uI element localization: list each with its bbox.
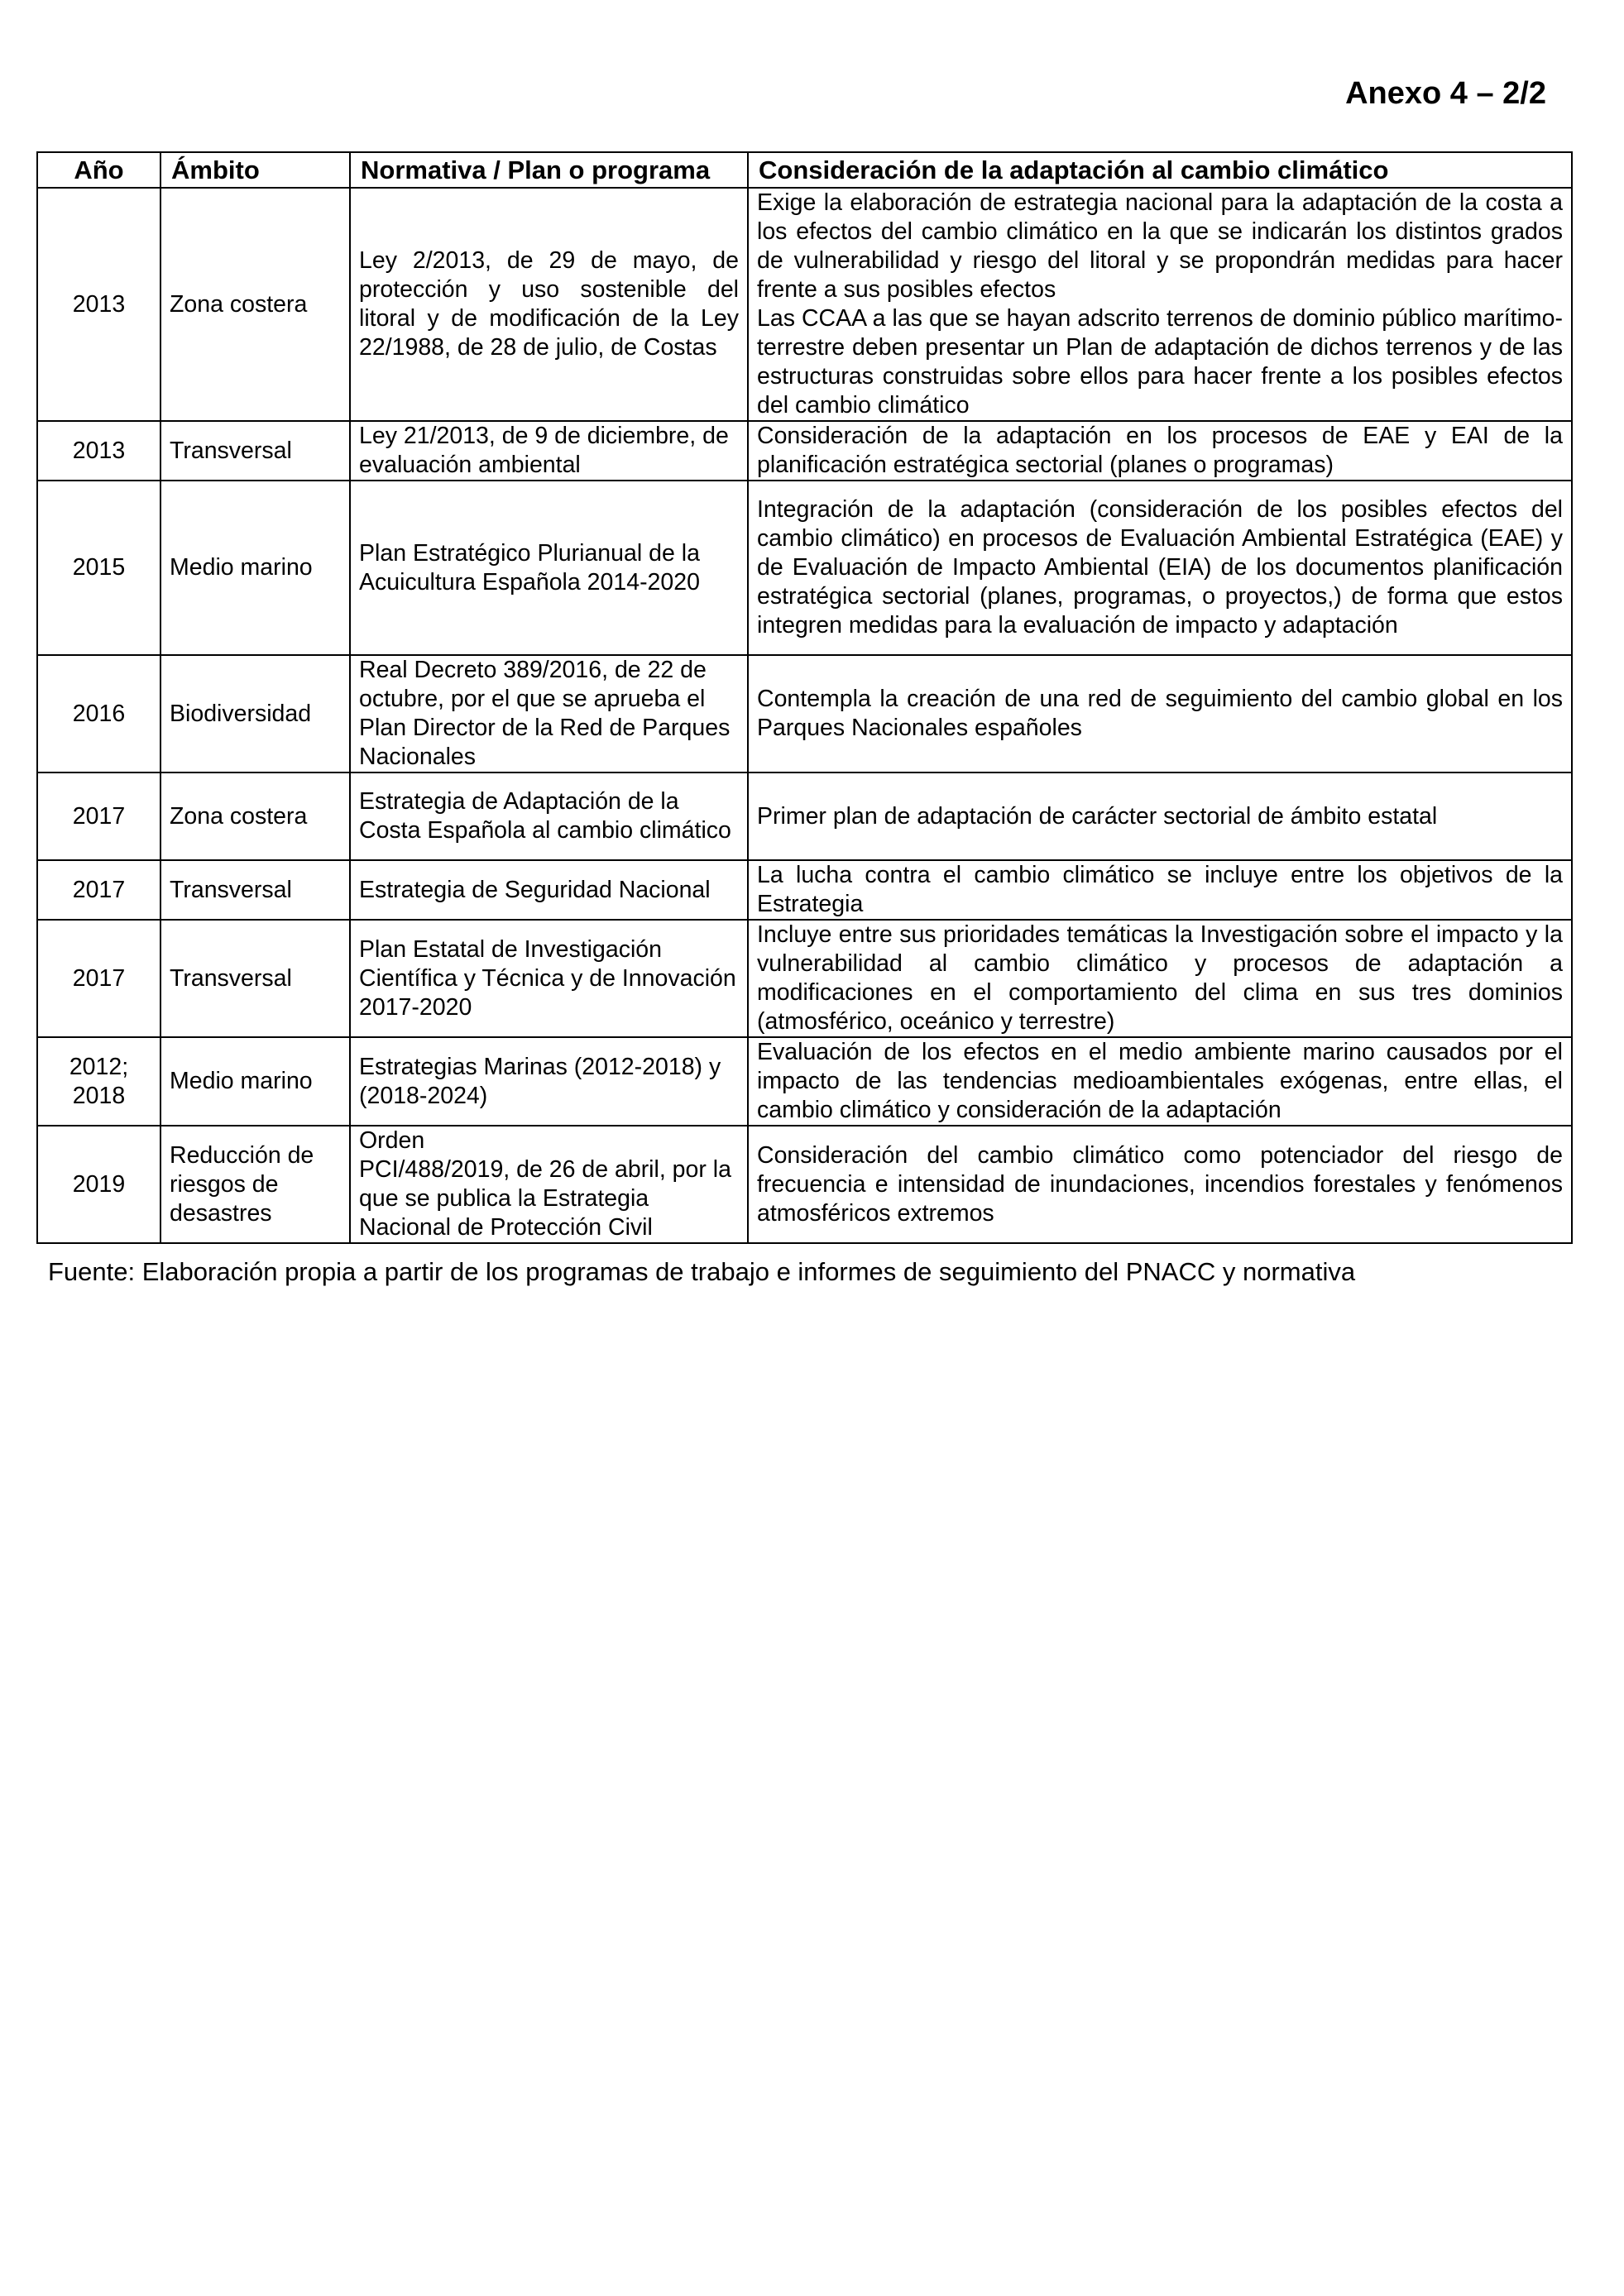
header-consideration: Consideración de la adaptación al cambio climático bbox=[748, 152, 1572, 188]
cell-norm: Ley 2/2013, de 29 de mayo, de protección y uso sostenible del litoral y de modificación de la Ley 22/1988, de 28 de julio, de Costas bbox=[350, 188, 748, 421]
cell-consideration: Primer plan de adaptación de carácter sectorial de ámbito estatal bbox=[748, 773, 1572, 860]
norm-line: Orden bbox=[359, 1127, 425, 1154]
cell-scope: Transversal bbox=[160, 860, 350, 920]
cell-year bbox=[37, 1037, 160, 1126]
cell-norm: Plan Estatal de Investigación Científica y Técnica y de Innovación 2017-2020 bbox=[350, 920, 748, 1037]
header-scope: Ámbito bbox=[160, 152, 350, 188]
cell-norm: Estrategia de Adaptación de la Costa Española al cambio climático bbox=[350, 773, 748, 860]
cell-consideration: Incluye entre sus prioridades temáticas la Investigación sobre el impacto y la vulnerabilidad al cambio climático y procesos de adaptación a modificaciones en el comportamiento del clima en sus tres dominios (atmosférico, oceánico y terrestre) bbox=[748, 920, 1572, 1037]
cell-year: 2017 bbox=[37, 920, 160, 1037]
cell-year: 2015 bbox=[37, 481, 160, 655]
consideration-paragraph: Las CCAA a las que se hayan adscrito terrenos de dominio público marítimo-terrestre deben presentar un Plan de adaptación de dichos terrenos y de las estructuras construidas sobre ellos para hacer frente a los posibles efectos del cambio climático bbox=[757, 305, 1563, 419]
cell-scope: Transversal bbox=[160, 421, 350, 481]
cell-scope: Medio marino bbox=[160, 481, 350, 655]
cell-year: 2019 bbox=[37, 1126, 160, 1243]
header-year: Año bbox=[37, 152, 160, 188]
year-line: 2012; bbox=[69, 1053, 129, 1080]
cell-consideration: Contempla la creación de una red de seguimiento del cambio global en los Parques Nacionales españoles bbox=[748, 655, 1572, 773]
cell-consideration: Consideración de la adaptación en los procesos de EAE y EAI de la planificación estratégica sectorial (planes o programas) bbox=[748, 421, 1572, 481]
cell-scope: Zona costera bbox=[160, 188, 350, 421]
cell-scope: Transversal bbox=[160, 920, 350, 1037]
table-row bbox=[37, 920, 1572, 1037]
table-row bbox=[37, 655, 1572, 773]
year-line: 2018 bbox=[72, 1082, 126, 1109]
cell-year: 2013 bbox=[37, 421, 160, 481]
table-row bbox=[37, 421, 1572, 481]
cell-consideration bbox=[748, 188, 1572, 421]
table-row bbox=[37, 860, 1572, 920]
cell-norm: Ley 21/2013, de 9 de diciembre, de evaluación ambiental bbox=[350, 421, 748, 481]
source-note: Fuente: Elaboración propia a partir de los programas de trabajo e informes de seguimiento del PNACC y normativa bbox=[48, 1257, 1356, 1286]
table-header-row bbox=[37, 152, 1572, 188]
annex-label: Anexo 4 – 2/2 bbox=[1345, 76, 1546, 111]
table-row bbox=[37, 188, 1572, 421]
adaptation-policy-table bbox=[36, 151, 1573, 1244]
table-row bbox=[37, 773, 1572, 860]
table-row bbox=[37, 1126, 1572, 1243]
cell-year: 2017 bbox=[37, 773, 160, 860]
cell-year: 2013 bbox=[37, 188, 160, 421]
consideration-paragraph: Exige la elaboración de estrategia nacional para la adaptación de la costa a los efectos del cambio climático en la que se indicarán los distintos grados de vulnerabilidad y riesgo del litoral y se propondrán medidas para hacer frente a sus posibles efectos bbox=[757, 189, 1563, 303]
cell-consideration: Consideración del cambio climático como potenciador del riesgo de frecuencia e intensidad de inundaciones, incendios forestales y fenómenos atmosféricos extremos bbox=[748, 1126, 1572, 1243]
cell-norm: Estrategia de Seguridad Nacional bbox=[350, 860, 748, 920]
cell-norm: Real Decreto 389/2016, de 22 de octubre, por el que se aprueba el Plan Director de la Red de Parques Nacionales bbox=[350, 655, 748, 773]
table-row bbox=[37, 481, 1572, 655]
cell-scope: Zona costera bbox=[160, 773, 350, 860]
cell-norm: Plan Estratégico Plurianual de la Acuicultura Española 2014-2020 bbox=[350, 481, 748, 655]
table-row bbox=[37, 1037, 1572, 1126]
cell-consideration: Integración de la adaptación (consideración de los posibles efectos del cambio climático) en procesos de Evaluación Ambiental Estratégica (EAE) y de Evaluación de Impacto Ambiental (EIA) de los documentos planificación estratégica sectorial (planes, programas, o proyectos,) de forma que estos integren medidas para la evaluación de impacto y adaptación bbox=[748, 481, 1572, 655]
cell-year: 2017 bbox=[37, 860, 160, 920]
cell-norm: Estrategias Marinas (2012-2018) y (2018-2024) bbox=[350, 1037, 748, 1126]
cell-year: 2016 bbox=[37, 655, 160, 773]
cell-consideration: Evaluación de los efectos en el medio ambiente marino causados por el impacto de las tendencias medioambientales exógenas, entre ellas, el cambio climático y consideración de la adaptación bbox=[748, 1037, 1572, 1126]
cell-scope: Biodiversidad bbox=[160, 655, 350, 773]
cell-scope: Reducción de riesgos de desastres bbox=[160, 1126, 350, 1243]
cell-consideration: La lucha contra el cambio climático se incluye entre los objetivos de la Estrategia bbox=[748, 860, 1572, 920]
header-norm: Normativa / Plan o programa bbox=[350, 152, 748, 188]
cell-scope: Medio marino bbox=[160, 1037, 350, 1126]
norm-line: PCI/488/2019, de 26 de abril, por la que se publica la Estrategia Nacional de Protección Civil bbox=[359, 1156, 731, 1241]
cell-norm bbox=[350, 1126, 748, 1243]
